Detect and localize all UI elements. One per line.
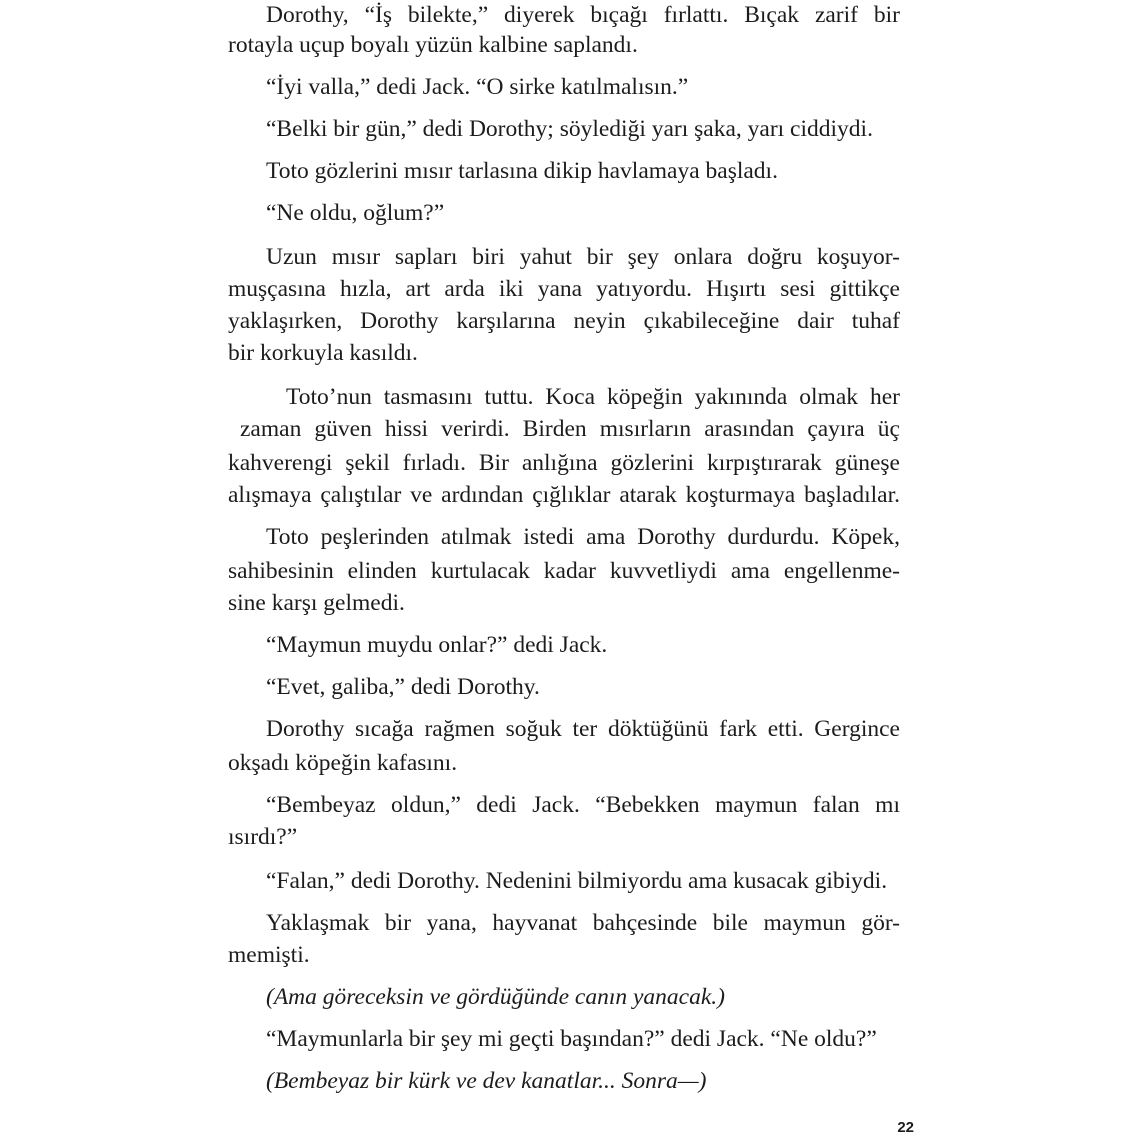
- text-line-16: sahibesinin elinden kurtulacak kadar kuvvetliydi ama engellenme-: [228, 558, 900, 584]
- text-line-6: “Ne oldu, oğlum?”: [266, 200, 445, 226]
- text-line-4: “Belki bir gün,” dedi Dorothy; söylediği yarı şaka, yarı ciddiydi.: [266, 116, 873, 142]
- text-line-7: Uzun mısır sapları biri yahut bir şey onlara doğru koşuyor-: [266, 244, 900, 270]
- page-number: 22: [897, 1119, 914, 1136]
- text-line-24: “Falan,” dedi Dorothy. Nedenini bilmiyordu ama kusacak gibiydi.: [266, 868, 888, 894]
- text-line-22: “Bembeyaz oldun,” dedi Jack. “Bebekken maymun falan mı: [266, 792, 900, 818]
- text-line-26: memişti.: [228, 942, 310, 968]
- text-line-28: “Maymunlarla bir şey mi geçti başından?” dedi Jack. “Ne oldu?”: [266, 1026, 877, 1052]
- text-line-10: bir korkuyla kasıldı.: [228, 340, 418, 366]
- text-line-5: Toto gözlerini mısır tarlasına dikip havlamaya başladı.: [266, 158, 778, 184]
- text-line-1: Dorothy, “İş bilekte,” diyerek bıçağı fırlattı. Bıçak zarif bir: [266, 2, 900, 28]
- text-line-19: “Evet, galiba,” dedi Dorothy.: [266, 674, 540, 700]
- text-line-13: kahverengi şekil fırladı. Bir anlığına gözlerini kırpıştırarak güneşe: [228, 450, 900, 476]
- text-line-12: zaman güven hissi verirdi. Birden mısırların arasından çayıra üç: [240, 416, 900, 442]
- text-line-3: “İyi valla,” dedi Jack. “O sirke katılmalısın.”: [266, 74, 689, 100]
- text-line-11: Toto’nun tasmasını tuttu. Koca köpeğin yakınında olmak her: [286, 384, 900, 410]
- text-line-27-italic: (Ama göreceksin ve gördüğünde canın yanacak.): [266, 984, 725, 1010]
- text-line-2: rotayla uçup boyalı yüzün kalbine saplandı.: [228, 32, 638, 58]
- text-line-9: yaklaşırken, Dorothy karşılarına neyin çıkabileceğine dair tuhaf: [228, 308, 900, 334]
- text-line-29-italic: (Bembeyaz bir kürk ve dev kanatlar... Sonra—): [266, 1068, 707, 1094]
- text-line-8: muşçasına hızla, art arda iki yana yatıyordu. Hışırtı sesi gittikçe: [228, 276, 900, 302]
- text-line-25: Yaklaşmak bir yana, hayvanat bahçesinde bile maymun gör-: [266, 910, 900, 936]
- book-page: [228, 0, 904, 1140]
- text-line-18: “Maymun muydu onlar?” dedi Jack.: [266, 632, 608, 658]
- text-line-21: okşadı köpeğin kafasını.: [228, 750, 458, 776]
- text-line-20: Dorothy sıcağa rağmen soğuk ter döktüğünü fark etti. Gergince: [266, 716, 900, 742]
- text-line-15: Toto peşlerinden atılmak istedi ama Dorothy durdurdu. Köpek,: [266, 524, 900, 550]
- text-line-14: alışmaya çalıştılar ve ardından çığlıklar atarak koşturmaya başladılar.: [228, 482, 900, 508]
- text-line-23: ısırdı?”: [228, 824, 298, 850]
- text-line-17: sine karşı gelmedi.: [228, 590, 405, 616]
